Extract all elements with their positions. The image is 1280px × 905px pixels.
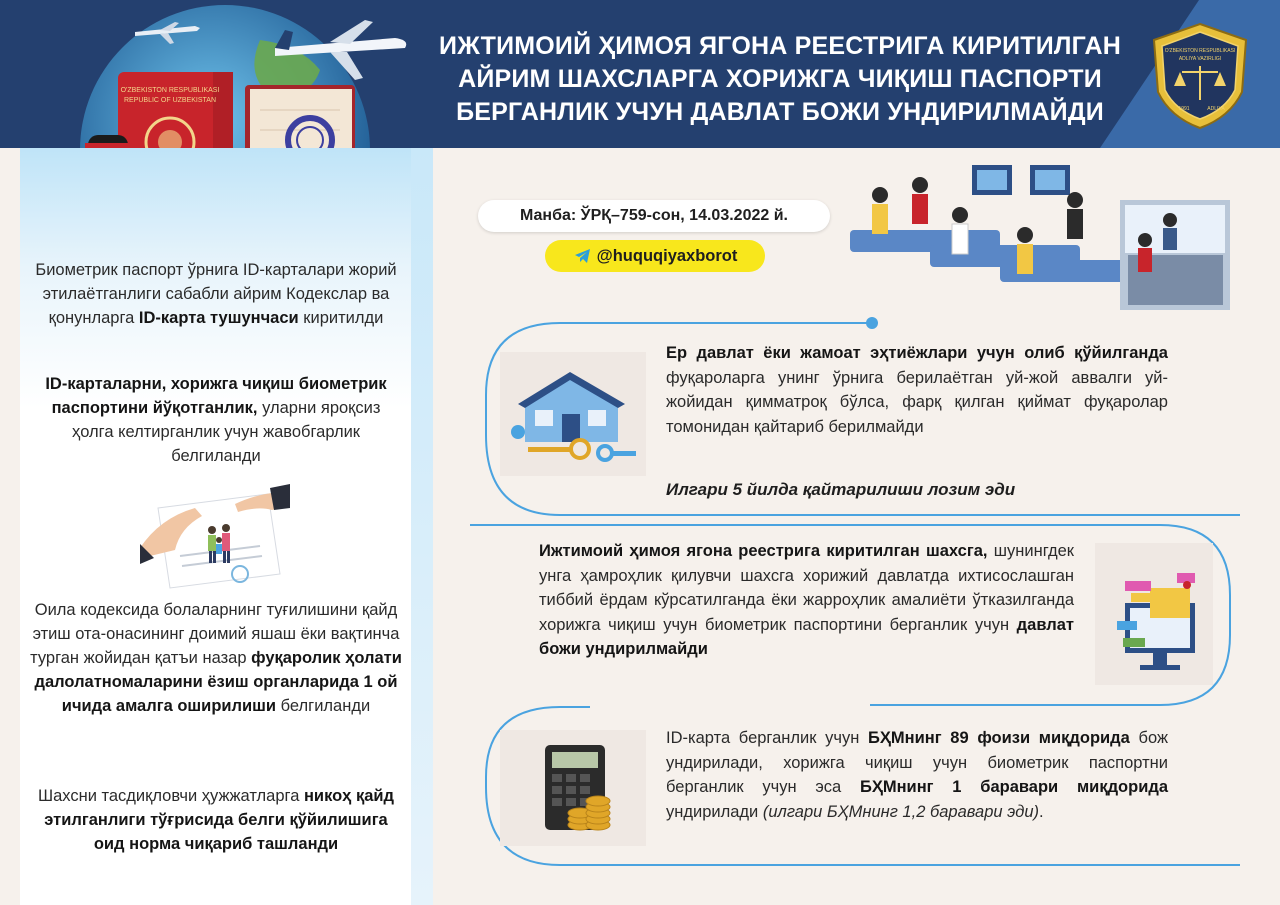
svg-text:1991: 1991 (1178, 106, 1190, 112)
svg-text:REPUBLIC OF UZBEKISTAN: REPUBLIC OF UZBEKISTAN (123, 97, 217, 104)
left-paragraph-family-code: Оила кодексида болаларнинг туғилишини қайд этиш ота-онасининг доимий яшаш ёки вақтинча турган жойидан қатъи назар фуқаролик ҳолати далолатномаларини ёзиш органларида 1 ой ичида амалга оширилиши белгиланди (30, 601, 402, 715)
ministry-emblem (1150, 22, 1250, 130)
card-1-note: Илгари 5 йилда қайтарилиши лозим эди (666, 480, 1016, 499)
house-keys-tile (500, 352, 646, 476)
computer-documents-icon (1095, 543, 1213, 685)
family-protection-illustration (140, 478, 290, 590)
source-badge: Манба: ЎРҚ–759-сон, 14.03.2022 й. (478, 200, 830, 232)
service-center-illustration (850, 160, 1240, 315)
page-title: ИЖТИМОИЙ ҲИМОЯ ЯГОНА РЕЕСТРИГА КИРИТИЛГАН АЙРИМ ШАХСЛАРГА ХОРИЖГА ЧИҚИШ ПАСПОРТИ БЕРГАНЛИК УЧУН ДАВЛАТ БОЖИ УНДИРИЛМАЙДИ (439, 32, 1121, 126)
card-1-text: Ер давлат ёки жамоат эҳтиёжлари учун олиб қўйилганда фуқароларга унинг ўрнига берилаётган уй-жой аввалги уй-жойидан қимматроқ бўлса, фарқ қилган қиймат фуқаролар томонидан қайтариб берилмайди (666, 344, 1168, 436)
card-2-text: Ижтимоий ҳимоя ягона реестрига киритилган шахсга, шунингдек унга ҳамроҳлик қилувчи шахсга хорижий давлатда ихтисослашган тиббий ёрдам кўрсатилганда ёки жарроҳлик амалиёти ўтказилганда хорижга чиқиш учун биометрик паспортини берганлик учун давлат божи ундирилмайди (539, 542, 1075, 658)
telegram-icon (573, 246, 593, 266)
telegram-badge[interactable]: @huquqiyaxborot (545, 240, 765, 272)
svg-text:ADLIYA VAZIRLIGI: ADLIYA VAZIRLIGI (1178, 56, 1222, 62)
left-column-edge (411, 148, 433, 905)
card-3-text: ID-карта берганлик учун БҲМнинг 89 фоизи миқдорида бож ундирилади, хорижга чиқиш учун биометрик паспортни берганлик учун эса БҲМнинг 1 баравари миқдорида ундирилади (илгари БҲМнинг 1,2 баравари эди). (666, 729, 1168, 821)
calculator-coins-tile (500, 730, 646, 846)
left-paragraph-liability: ID-карталарни, хорижга чиқиш биометрик паспортини йўқотганлик, уларни яроқсиз ҳолга келтирганлик учун жавобгарлик белгиланди (45, 375, 387, 465)
left-paragraph-id-card: Биометрик паспорт ўрнига ID-карталари жорий этилаётганлиги сабабли айрим Кодекслар ва қонунларга ID-карта тушунчаси киритилди (35, 261, 397, 327)
left-paragraph-marriage-mark: Шахсни тасдиқловчи ҳужжатларга никоҳ қайд этилганлиги тўғрисида белги қўйилишига оид норма чиқариб ташланди (37, 787, 394, 853)
svg-text:ADLIYA: ADLIYA (1207, 106, 1225, 112)
calculator-coins-icon (500, 730, 646, 846)
house-keys-icon (500, 352, 646, 476)
computer-documents-tile (1095, 543, 1213, 685)
svg-text:O'ZBEKISTON RESPUBLIKASI: O'ZBEKISTON RESPUBLIKASI (1164, 48, 1236, 54)
svg-text:O'ZBEKISTON RESPUBLIKASI: O'ZBEKISTON RESPUBLIKASI (120, 87, 220, 94)
